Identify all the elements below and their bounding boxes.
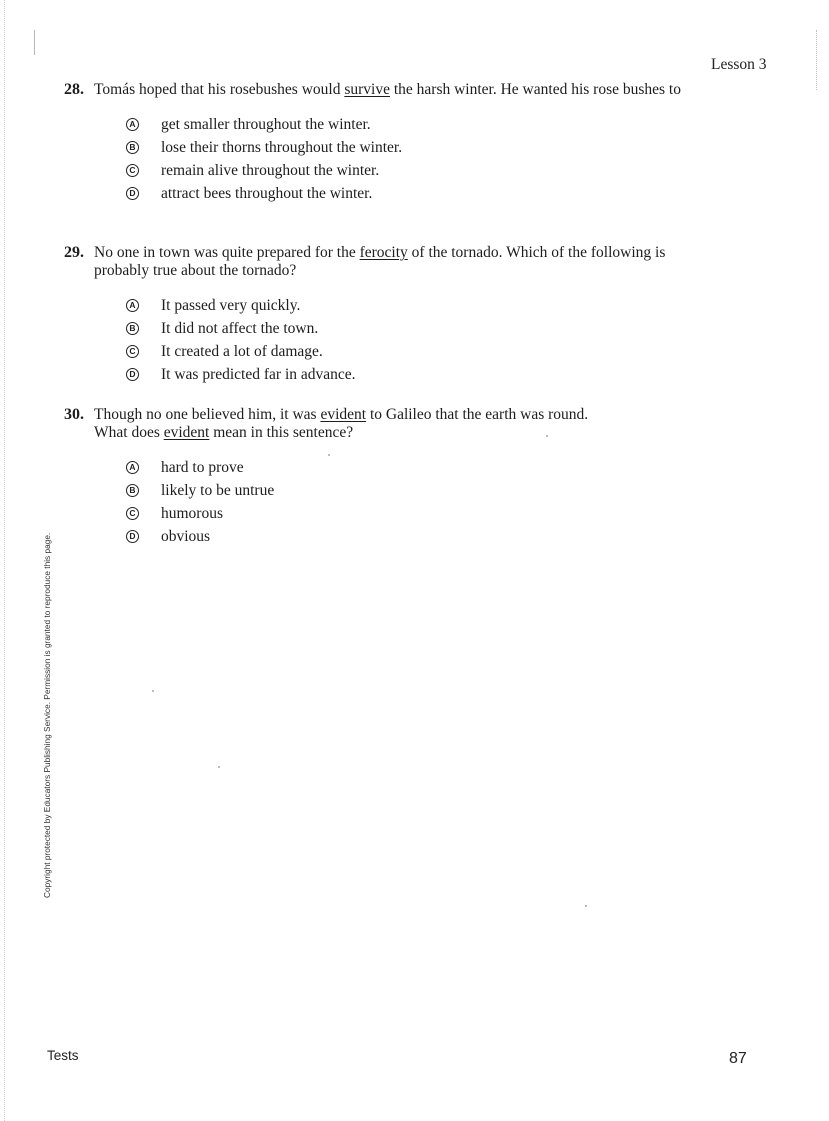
question-29 [64,244,704,386]
bubble-c-icon[interactable]: C [126,507,139,520]
bubble-d-icon[interactable]: D [126,368,139,381]
option-text: obvious [161,527,211,545]
scan-speck [546,435,548,437]
option-d[interactable] [126,363,704,386]
bubble-a-icon[interactable]: A [126,461,139,474]
option-a[interactable] [126,456,684,479]
option-d[interactable] [126,182,684,205]
question-number: 29. [64,244,84,261]
bubble-a-icon[interactable]: A [126,299,139,312]
question-stem [64,81,684,99]
option-text: It created a lot of damage. [161,342,323,360]
option-c[interactable] [126,340,704,363]
stem-text: to Galileo that the earth was round. [366,406,589,423]
bubble-a-icon[interactable]: A [126,118,139,131]
question-30 [64,406,684,548]
bubble-d-icon[interactable]: D [126,530,139,543]
option-b[interactable] [126,136,684,159]
option-text: hard to prove [161,458,244,476]
bubble-c-icon[interactable]: C [126,345,139,358]
vocab-word: evident [163,424,210,441]
vocab-word: evident [320,406,367,423]
scan-speck [152,690,154,692]
stem-line-1 [94,406,684,424]
stem-text: of the tornado. Which of the following is probably true about the tornado? [94,244,666,279]
option-d[interactable] [126,525,684,548]
question-stem [64,244,704,280]
option-text: likely to be untrue [161,481,275,499]
lesson-label: Lesson 3 [711,56,767,73]
answer-options [64,294,704,386]
scan-edge-mark [34,30,35,55]
bubble-c-icon[interactable]: C [126,164,139,177]
option-text: remain alive throughout the winter. [161,161,380,179]
stem-text: Tomás hoped that his rosebushes would [94,81,345,98]
vocab-word: ferocity [359,244,408,261]
question-number: 28. [64,81,84,98]
question-number: 30. [64,406,84,423]
stem-text: No one in town was quite prepared for the [94,244,360,261]
option-c[interactable] [126,159,684,182]
stem-text: mean in this sentence? [209,424,354,441]
copyright-notice: Copyright protected by Educators Publishing Service. Permission is granted to reproduce this page. [42,532,52,898]
scan-edge-right [816,30,817,90]
bubble-d-icon[interactable]: D [126,187,139,200]
option-c[interactable] [126,502,684,525]
scan-edge-left [4,0,5,1121]
option-a[interactable] [126,294,704,317]
stem-text: the harsh winter. He wanted his rose bushes to [389,81,681,98]
stem-line-2 [94,424,684,442]
scan-speck [218,766,220,768]
question-stem [64,406,684,442]
bubble-b-icon[interactable]: B [126,141,139,154]
option-text: get smaller throughout the winter. [161,115,371,133]
footer-section-label: Tests [47,1048,79,1063]
option-text: attract bees throughout the winter. [161,184,373,202]
option-text: lose their thorns throughout the winter. [161,138,403,156]
bubble-b-icon[interactable]: B [126,484,139,497]
option-text: It passed very quickly. [161,296,301,314]
answer-options [64,113,684,205]
answer-options [64,456,684,548]
option-text: It was predicted far in advance. [161,365,356,383]
option-b[interactable] [126,479,684,502]
scan-speck [328,454,330,456]
stem-text: Though no one believed him, it was [94,406,321,423]
page-number: 87 [729,1050,747,1067]
question-28 [64,81,684,205]
scan-speck [585,905,587,907]
option-a[interactable] [126,113,684,136]
bubble-b-icon[interactable]: B [126,322,139,335]
vocab-word: survive [344,81,390,98]
option-text: It did not affect the town. [161,319,319,337]
stem-text: What does [94,424,164,441]
option-b[interactable] [126,317,704,340]
option-text: humorous [161,504,223,522]
